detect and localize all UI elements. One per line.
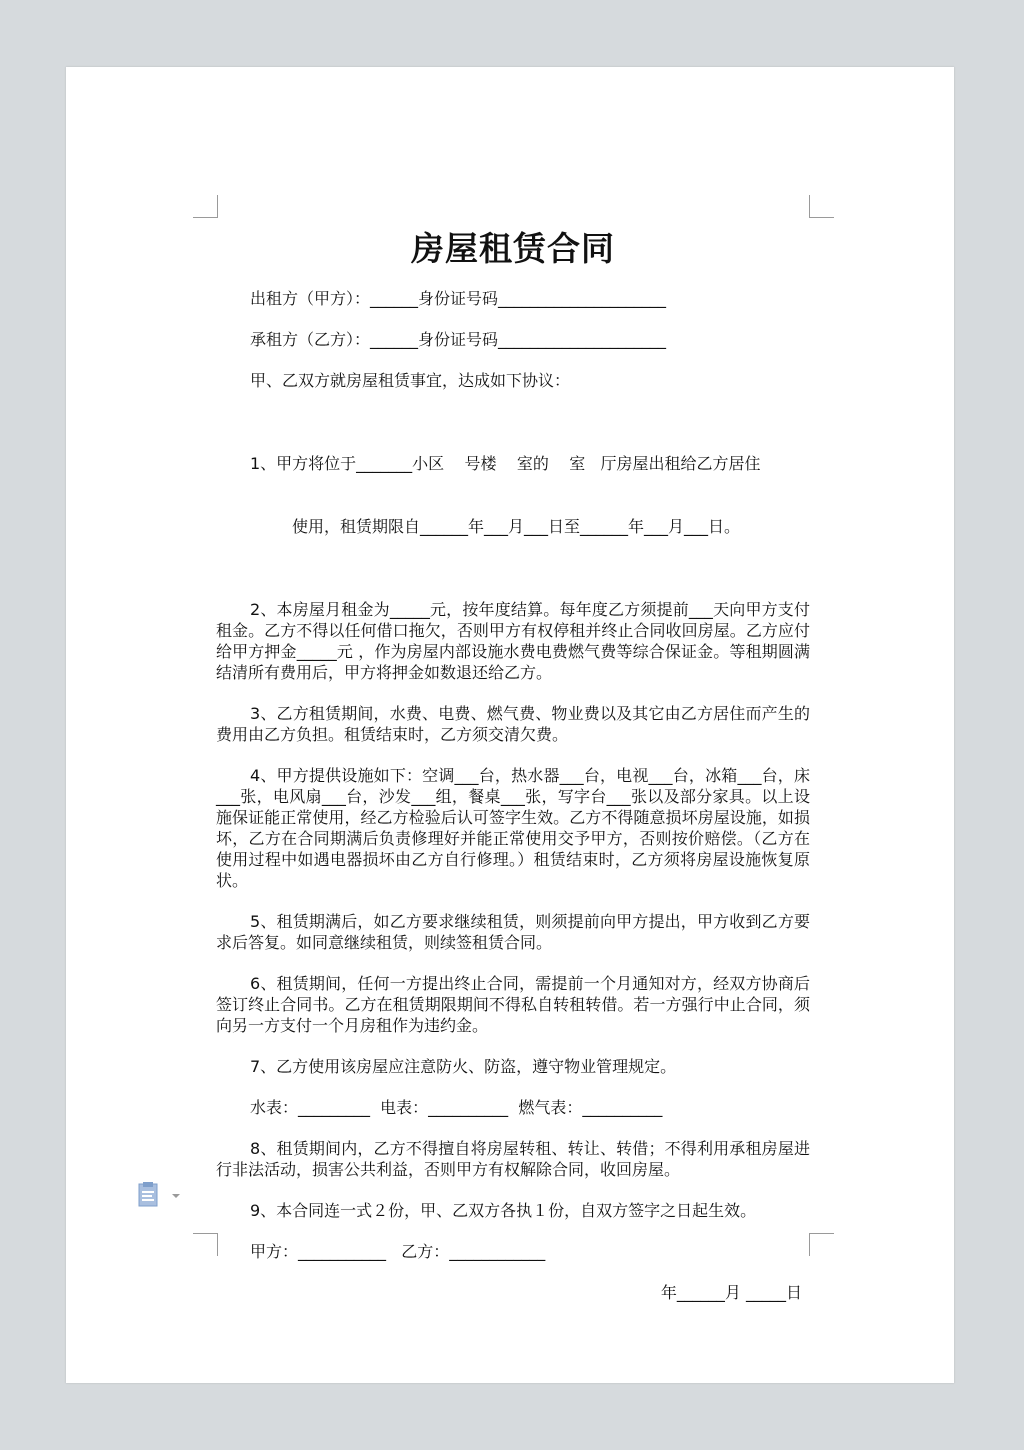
lessee-line: 承租方（乙方）：______身份证号码_____________________ <box>250 330 667 349</box>
intro-text: 甲、乙双方就房屋租赁事宜，达成如下协议： <box>250 371 571 390</box>
page-title: 房屋租赁合同 <box>411 229 615 268</box>
margin-corner-top-left <box>193 195 218 218</box>
lessor-line: 出租方（甲方）：______身份证号码_____________________ <box>250 289 667 308</box>
margin-corner-bottom-left <box>193 1233 218 1256</box>
clause-7: 7、乙方使用该房屋应注意防火、防盗，遵守物业管理规定。 <box>250 1057 677 1076</box>
paste-options-icon <box>138 1182 188 1212</box>
document-page <box>66 67 954 1383</box>
clause-1-line-2: 使用，租赁期限自______年___月___日至______年___月___日。 <box>292 517 741 536</box>
meters-line: 水表：_________ 电表：__________ 燃气表：__________ <box>250 1098 663 1117</box>
chevron-down-icon <box>172 1194 180 1198</box>
date-line: 年______月 _____日 <box>660 1283 802 1302</box>
clause-3: 3、乙方租赁期间，水费、电费、燃气费、物业费以及其它由乙方居住而产生的费用由乙方负担。租赁结束时，乙方须交清欠费。 <box>216 704 810 744</box>
clause-9: 9、本合同连一式２份，甲、乙双方各执１份，自双方签字之日起生效。 <box>250 1201 757 1220</box>
clause-1-line-1: 1、甲方将位于_______小区 号楼 室的 室 厅房屋出租给乙方居住 <box>250 454 761 473</box>
clause-6: 6、租赁期间，任何一方提出终止合同，需提前一个月通知对方，经双方协商后签订终止合同书。乙方在租赁期限期间不得私自转租转借。若一方强行中止合同，须向另一方支付一个月房租作为违约金。 <box>216 974 810 1035</box>
clause-2: 2、本房屋月租金为_____元，按年度结算。每年度乙方须提前___天向甲方支付租金。乙方不得以任何借口拖欠，否则甲方有权停租并终止合同收回房屋。乙方应付给甲方押金_____元 ，作为房屋内部设施水费电费燃气费等综合保证金。等租期圆满结清所有费用后，甲方将押金如数退还给乙方。 <box>216 600 810 682</box>
clause-1 <box>250 411 810 579</box>
signature-line: 甲方：___________ 乙方：____________ <box>250 1242 546 1261</box>
margin-corner-bottom-right <box>809 1233 834 1256</box>
clause-4: 4、甲方提供设施如下：空调___台，热水器___台，电视___台，冰箱___台，床___张，电风扇___台，沙发___组，餐桌___张，写字台___张以及部分家具。以上设施保证能正常使用，经乙方检验后认可签字生效。乙方不得随意损坏房屋设施，如损坏，乙方在合同期满后负责修理好并能正常使用交予甲方，否则按价赔偿。（乙方在使用过程中如遇电器损坏由乙方自行修理。）租赁结束时，乙方须将房屋设施恢复原状。 <box>216 766 810 890</box>
clause-5: 5、租赁期满后，如乙方要求继续租赁，则须提前向甲方提出，甲方收到乙方要求后答复。如同意继续租赁，则续签租赁合同。 <box>216 912 810 952</box>
margin-corner-top-right <box>809 195 834 218</box>
paste-options-button[interactable] <box>138 1182 188 1212</box>
contract-body <box>216 227 810 1303</box>
clause-8: 8、租赁期间内，乙方不得擅自将房屋转租、转让、转借；不得利用承租房屋进行非法活动，损害公共利益，否则甲方有权解除合同，收回房屋。 <box>216 1139 810 1179</box>
